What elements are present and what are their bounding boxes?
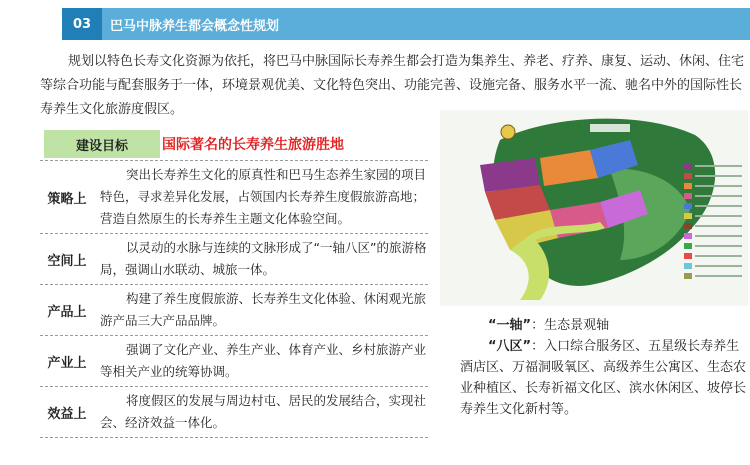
axis-text: ：生态景观轴 xyxy=(531,318,610,333)
row-text: 构建了养生度假旅游、长寿养生文化体验、休闲观光旅游产品三大产品品牌。 xyxy=(100,291,427,328)
row-label: 策略上 xyxy=(47,191,87,207)
table-row xyxy=(40,336,428,387)
table-row xyxy=(40,285,428,336)
table-row xyxy=(40,234,428,285)
row-label: 产品上 xyxy=(47,304,87,320)
row-text: 强调了文化产业、养生产业、体育产业、乡村旅游产业等相关产业的统筹协调。 xyxy=(100,342,427,379)
axis-label: “一轴” xyxy=(488,318,532,333)
zones-text: ：入口综合服务区、五星级长寿养生酒店区、万福洞吸氧区、高级养生公寓区、生态农业种植区、长寿祈福文化区、滨水休闲区、坡停长寿养生文化新村等。 xyxy=(460,339,747,417)
row-label: 效益上 xyxy=(47,406,87,422)
row-text: 将度假区的发展与周边村屯、居民的发展结合，实现社会、经济效益一体化。 xyxy=(100,393,427,430)
map-legend xyxy=(684,162,742,282)
row-text: 突出长寿养生文化的原真性和巴马生态养生家园的项目特色，寻求差异化发展，占领国内长寿养生度假旅游高地；营造自然原生的长寿养生主题文化体验空间。 xyxy=(100,167,427,226)
goal-label: 建设目标 xyxy=(44,130,160,158)
row-label: 空间上 xyxy=(47,253,87,269)
zones-label: “八区” xyxy=(488,339,532,354)
row-text: 以灵动的水脉与连续的文脉形成了“一轴八区”的旅游格局，强调山水联动、城旅一体。 xyxy=(100,240,427,277)
table-row xyxy=(40,387,428,438)
intro-text: 规划以特色长寿文化资源为依托，将巴马中脉国际长寿养生都会打造为集养生、养老、疗养、康复、运动、休闲、住宅等综合功能与配套服务于一体，环境景观优美、文化特色突出、功能完善、设施完备、服务水平一流、驰名中外的国际性长寿养生文化旅游度假区。 xyxy=(40,54,745,117)
row-label: 产业上 xyxy=(47,355,87,371)
axis-line xyxy=(460,315,748,336)
section-header xyxy=(62,8,750,40)
strategy-table xyxy=(40,128,428,438)
zones-line xyxy=(460,336,748,420)
map-label-box xyxy=(590,124,630,132)
compass xyxy=(501,125,515,139)
plan-description xyxy=(460,315,748,420)
goal-text: 国际著名的长寿养生旅游胜地 xyxy=(162,137,344,153)
section-number: 03 xyxy=(62,8,102,40)
goal-row xyxy=(40,128,428,160)
section-title: 巴马中脉养生都会概念性规划 xyxy=(102,8,750,40)
table-row xyxy=(40,160,428,234)
plan-map xyxy=(440,110,748,306)
